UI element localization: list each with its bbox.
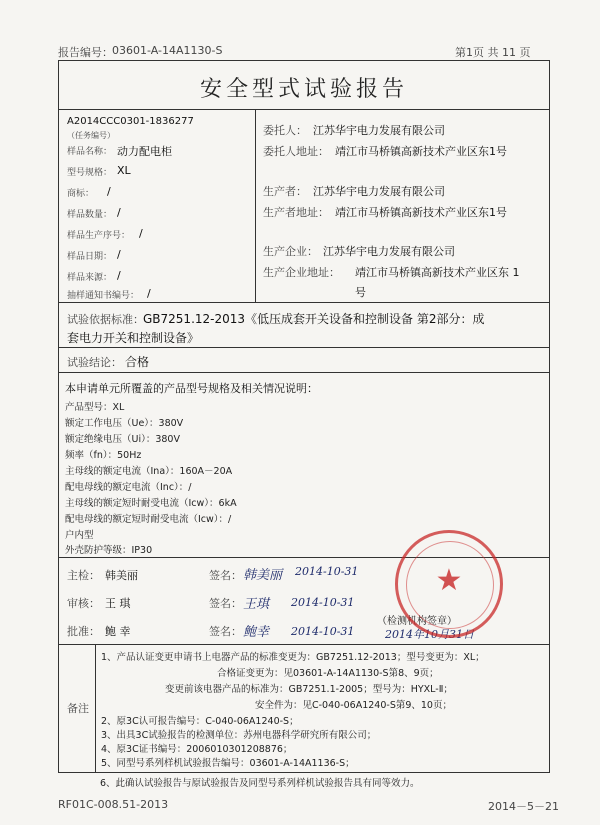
remarks-section xyxy=(58,645,550,773)
coverage-line: 主母线的额定短时耐受电流（Icw）：6kA xyxy=(65,498,237,509)
coverage-line: 频率（fn）：50Hz xyxy=(65,450,142,461)
factory-address-line2: 号 xyxy=(355,286,366,299)
reviewer-name: 王 琪 xyxy=(105,597,131,610)
report-number-label: 报告编号： xyxy=(58,46,113,59)
qty-label: 样品数量： xyxy=(67,210,113,220)
client-address-label: 委托人地址： xyxy=(263,145,329,158)
coverage-line: 额定工作电压（Ue）：380V xyxy=(65,418,184,429)
approver-date: 2014-10-31 xyxy=(291,625,355,638)
reviewer-date: 2014-10-31 xyxy=(291,596,355,609)
client: 江苏华宇电力发展有限公司 xyxy=(313,124,445,137)
standard-label: 试验依据标准： xyxy=(67,313,144,326)
producer-address: 靖江市马桥镇高新技术产业区东1号 xyxy=(335,206,507,219)
conclusion-label: 试验结论： xyxy=(67,356,122,369)
approver-signature: 鲍幸 xyxy=(243,625,270,640)
reviewer-label: 审核： xyxy=(67,597,100,610)
standard-line1: GB7251.12-2013《低压成套开关设备和控制设备 第2部分：成 xyxy=(143,312,485,326)
cert-number-sub: （任务编号） xyxy=(67,131,115,140)
source-label: 样品来源： xyxy=(67,273,113,283)
remark-item: 合格证变更为：见03601-A-14A1130-S第8、9页； xyxy=(217,668,439,679)
coverage-line: 主母线的额定电流（Ina）：160A－20A xyxy=(65,466,233,477)
trademark-label: 商标： xyxy=(67,189,95,199)
remarks-divider xyxy=(95,645,96,772)
approver-label: 批准： xyxy=(67,625,100,638)
factory-address-label: 生产企业地址： xyxy=(263,266,340,279)
page-info: 第1页 共 11 页 xyxy=(455,46,531,59)
reviewer-sign-label: 签名： xyxy=(209,597,242,610)
producer-label: 生产者： xyxy=(263,185,307,198)
cert-number: A2014CCC0301-1836277 xyxy=(67,116,194,127)
coverage-line: 配电母线的额定短时耐受电流（Icw）：/ xyxy=(65,514,232,525)
remark-item: 变更前该电器产品的标准为：GB7251.1-2005；型号为：HYXL-Ⅱ； xyxy=(165,684,453,695)
tester-sign-label: 签名： xyxy=(209,569,242,582)
notice: / xyxy=(147,287,151,300)
reviewer-signature: 王琪 xyxy=(243,597,270,612)
client-address: 靖江市马桥镇高新技术产业区东1号 xyxy=(335,145,507,158)
source: / xyxy=(117,269,121,282)
remark-item: 4、原3C证书编号：2006010301208876； xyxy=(101,744,293,755)
trademark: / xyxy=(107,185,111,198)
report-number: 03601-A-14A1130-S xyxy=(112,44,223,57)
remark-item: 安全件为：见C-040-06A1240-S第9、10页； xyxy=(255,700,452,711)
standard-line2: 套电力开关和控制设备》 xyxy=(67,331,200,345)
sample-date: / xyxy=(117,248,121,261)
producer: 江苏华宇电力发展有限公司 xyxy=(313,185,445,198)
seal-caption: （检测机构签章） xyxy=(377,616,457,627)
coverage-line: 产品型号：XL xyxy=(65,402,125,413)
serial-label: 样品生产序号： xyxy=(67,231,131,241)
tester-signature: 韩美丽 xyxy=(243,568,283,583)
coverage-line: 外壳防护等级：IP30 xyxy=(65,545,153,556)
conclusion-value: 合格 xyxy=(125,355,150,369)
coverage-line: 户内型 xyxy=(65,530,94,541)
remark-item: 3、出具3C试验报告的检测单位：苏州电器科学研究所有限公司； xyxy=(101,730,377,741)
approver-sign-label: 签名： xyxy=(209,625,242,638)
inspection-seal xyxy=(395,530,503,638)
model-label: 型号规格： xyxy=(67,168,113,178)
coverage-section xyxy=(58,373,550,558)
client-label: 委托人： xyxy=(263,124,307,137)
notice-label: 抽样通知书编号： xyxy=(67,291,140,301)
tester-label: 主检： xyxy=(67,569,100,582)
seal-date: 2014年10月31日 xyxy=(385,628,474,641)
info-divider xyxy=(255,110,256,302)
approver-name: 鲍 幸 xyxy=(105,625,131,638)
footer-date: 2014－5－21 xyxy=(488,800,559,813)
sample-name: 动力配电柜 xyxy=(117,145,172,158)
coverage-intro: 本申请单元所覆盖的产品型号规格及相关情况说明： xyxy=(65,382,318,395)
form-number: RF01C-008.51-2013 xyxy=(58,798,169,811)
factory-label: 生产企业： xyxy=(263,245,318,258)
remark-item: 6、此确认试验报告与原试验报告及同型号系列样机试验报告具有同等效力。 xyxy=(100,778,420,789)
coverage-line: 配电母线的额定电流（Inc）：/ xyxy=(65,482,192,493)
star-icon: ★ xyxy=(435,563,463,598)
coverage-line: 额定绝缘电压（Ui）：380V xyxy=(65,434,180,445)
remark-item: 1、产品认证变更申请书上电器产品的标准变更为：GB7251.12-2013；型号变更为：XL； xyxy=(101,652,485,663)
standard-section xyxy=(58,303,550,348)
serial: / xyxy=(139,227,143,240)
info-section xyxy=(58,110,550,303)
qty: / xyxy=(117,206,121,219)
remarks-label: 备注 xyxy=(67,702,89,715)
title-box xyxy=(58,60,550,110)
producer-address-label: 生产者地址： xyxy=(263,206,329,219)
remark-item: 2、原3C认可报告编号：C-040-06A1240-S； xyxy=(101,716,299,727)
sample-name-label: 样品名称： xyxy=(67,147,113,157)
model: XL xyxy=(117,164,131,177)
factory-address-line1: 靖江市马桥镇高新技术产业区东 1 xyxy=(355,266,520,279)
page-title: 安全型式试验报告 xyxy=(199,77,408,102)
tester-date: 2014-10-31 xyxy=(295,565,359,578)
tester-name: 韩美丽 xyxy=(105,569,138,582)
sample-date-label: 样品日期： xyxy=(67,252,113,262)
remark-item: 5、同型号系列样机试验报告编号：03601-A-14A1136-S； xyxy=(101,758,355,769)
factory: 江苏华宇电力发展有限公司 xyxy=(323,245,455,258)
conclusion-section xyxy=(58,348,550,373)
